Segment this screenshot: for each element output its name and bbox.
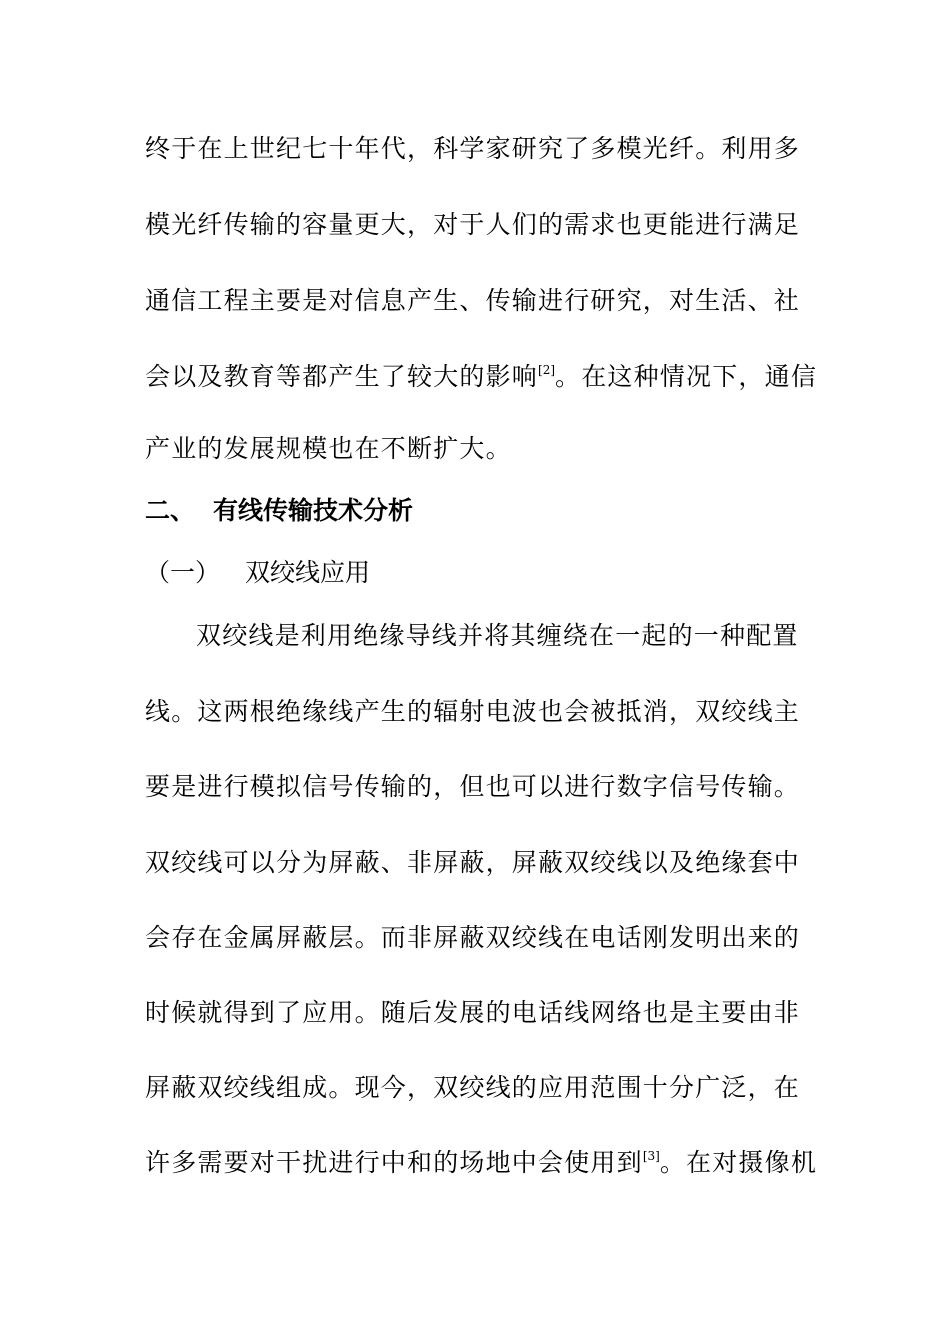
- body-text-line: 通信工程主要是对信息产生、传输进行研究，对生活、社: [145, 286, 801, 315]
- citation-2: [2]: [538, 363, 556, 377]
- body-text-line: [145, 361, 818, 393]
- subsection-heading: [145, 557, 370, 589]
- body-text-line: 时候就得到了应用。随后发展的电话线网络也是主要由非: [145, 998, 801, 1027]
- body-text-line: 屏蔽双绞线组成。现今，双绞线的应用范围十分广泛，在: [145, 1073, 801, 1102]
- body-text: 许多需要对干扰进行中和的场地中会使用到: [145, 1148, 643, 1177]
- body-text-line: 会存在金属屏蔽层。而非屏蔽双绞线在电话刚发明出来的: [145, 923, 801, 952]
- body-text-line: 要是进行模拟信号传输的，但也可以进行数字信号传输。: [145, 772, 801, 801]
- body-text: 会以及教育等都产生了较大的影响: [145, 362, 539, 391]
- body-text: 。在对摄像机: [659, 1148, 818, 1177]
- body-text-line: 双绞线是利用绝缘导线并将其缠绕在一起的一种配置: [196, 621, 799, 650]
- section-heading: [145, 495, 413, 527]
- section-number: 二、: [145, 496, 196, 525]
- body-text-line: 模光纤传输的容量更大，对于人们的需求也更能进行满足: [145, 210, 801, 239]
- body-text-line: 双绞线可以分为屏蔽、非屏蔽，屏蔽双绞线以及绝缘套中: [145, 848, 801, 877]
- body-text: 。在这种情况下，通信: [555, 362, 818, 391]
- body-text-line: 线。这两根绝缘线产生的辐射电波也会被抵消，双绞线主: [145, 697, 801, 726]
- body-text-line: [145, 1147, 818, 1179]
- citation-3: [3]: [642, 1149, 660, 1163]
- body-text-line: 终于在上世纪七十年代，科学家研究了多模光纤。利用多: [145, 134, 801, 163]
- body-text-line: 产业的发展规模也在不断扩大。: [145, 434, 512, 463]
- subsection-title: 双绞线应用: [245, 558, 371, 587]
- subsection-number: （一）: [145, 558, 221, 587]
- section-title: 有线传输技术分析: [213, 496, 414, 525]
